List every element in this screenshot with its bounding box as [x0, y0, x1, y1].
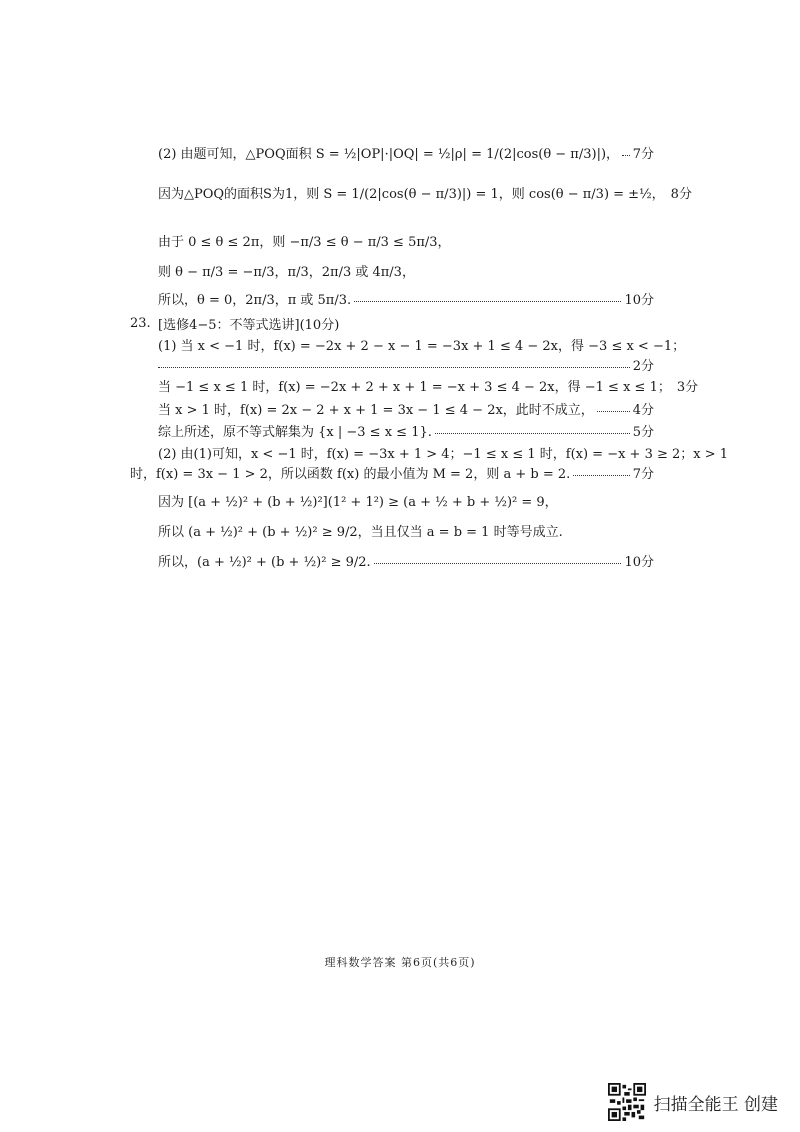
q23-line-6	[130, 460, 654, 484]
polar-line-4-text: 则 θ − π/3 = −π/3，π/3，2π/3 或 4π/3，	[158, 264, 415, 280]
score-5: 5分	[632, 424, 654, 440]
q23-number: 23.	[130, 315, 151, 331]
dot-leader	[573, 475, 629, 476]
polar-line-1	[158, 140, 654, 164]
q23-line-8	[158, 518, 654, 542]
q23-line-7-text: 因为 [(a + ½)² + (b + ½)²](1² + 1²) ≥ (a + ½ + b + ½)² = 9，	[158, 494, 558, 510]
q23-line-2	[158, 373, 699, 397]
polar-line-3-text: 由于 0 ≤ θ ≤ 2π，则 −π/3 ≤ θ − π/3 ≤ 5π/3，	[158, 234, 451, 250]
q23-line-1-text: (1) 当 x < −1 时，f(x) = −2x + 2 − x − 1 = −3x + 1 ≤ 4 − 2x，得 −3 ≤ x < −1；	[158, 338, 686, 354]
q23-line-9-text: 所以，(a + ½)² + (b + ½)² ≥ 9/2.	[158, 554, 371, 570]
q23-line-9	[158, 548, 654, 572]
polar-line-2-text: 因为△POQ的面积S为1，则 S = 1/(2|cos(θ − π/3)|) = 1，则 cos(θ − π/3) = ±½，	[158, 186, 665, 202]
q23-line-5-text: (2) 由(1)可知，x < −1 时，f(x) = −3x + 1 > 4；−1 ≤ x ≤ 1 时，f(x) = −x + 3 ≥ 2；x > 1	[158, 446, 729, 462]
q23-line-3-text: 当 x > 1 时，f(x) = 2x − 2 + x + 1 = 3x − 1 ≤ 4 − 2x，此时不成立，	[158, 402, 594, 418]
q23-heading	[130, 312, 339, 334]
polar-line-3	[158, 228, 654, 252]
watermark-text: 扫描全能王 创建	[653, 1094, 778, 1115]
scanner-watermark	[608, 1083, 778, 1121]
q23-title: [选修4−5：不等式选讲](10分)	[158, 317, 340, 333]
dot-leader	[158, 367, 630, 368]
score-3: 3分	[676, 379, 699, 395]
score-10b: 10分	[624, 554, 654, 570]
q23-line-8-text: 所以 (a + ½)² + (b + ½)² ≥ 9/2，当且仅当 a = b = 1 时等号成立.	[158, 524, 563, 540]
q23-line-3	[158, 396, 654, 420]
score-10: 10分	[624, 292, 654, 308]
polar-line-5-text: 所以，θ = 0，2π/3，π 或 5π/3.	[158, 292, 352, 308]
page-footer: 理科数学答案 第6页(共6页)	[324, 956, 476, 969]
score-8: 8分	[670, 186, 692, 202]
polar-line-5	[158, 286, 654, 310]
polar-line-1-text: (2) 由题可知，△POQ面积 S = ½|OP|·|OQ| = ½|ρ| = 1/(2|cos(θ − π/3)|)，	[158, 146, 620, 162]
dot-leader	[622, 155, 630, 156]
score-7: 7分	[632, 146, 654, 162]
q23-line-4	[158, 418, 654, 442]
dot-leader	[374, 563, 622, 564]
q23-line-2-text: 当 −1 ≤ x ≤ 1 时，f(x) = −2x + 2 + x + 1 = −x + 3 ≤ 4 − 2x，得 −1 ≤ x ≤ 1；	[158, 379, 671, 395]
polar-line-2	[158, 180, 692, 204]
dot-leader	[354, 301, 621, 302]
q23-line-6-text: 时，f(x) = 3x − 1 > 2，所以函数 f(x) 的最小值为 M = 2，则 a + b = 2.	[130, 466, 571, 482]
dot-leader	[597, 411, 630, 412]
q23-line-7	[158, 488, 654, 512]
q23-line-4-text: 综上所述，原不等式解集为 {x | −3 ≤ x ≤ 1}.	[158, 424, 432, 440]
qr-code-icon	[608, 1083, 646, 1121]
score-4: 4分	[632, 402, 654, 418]
score-2: 2分	[632, 358, 654, 374]
dot-leader	[435, 433, 630, 434]
polar-line-4	[158, 258, 654, 282]
score-7b: 7分	[632, 466, 654, 482]
